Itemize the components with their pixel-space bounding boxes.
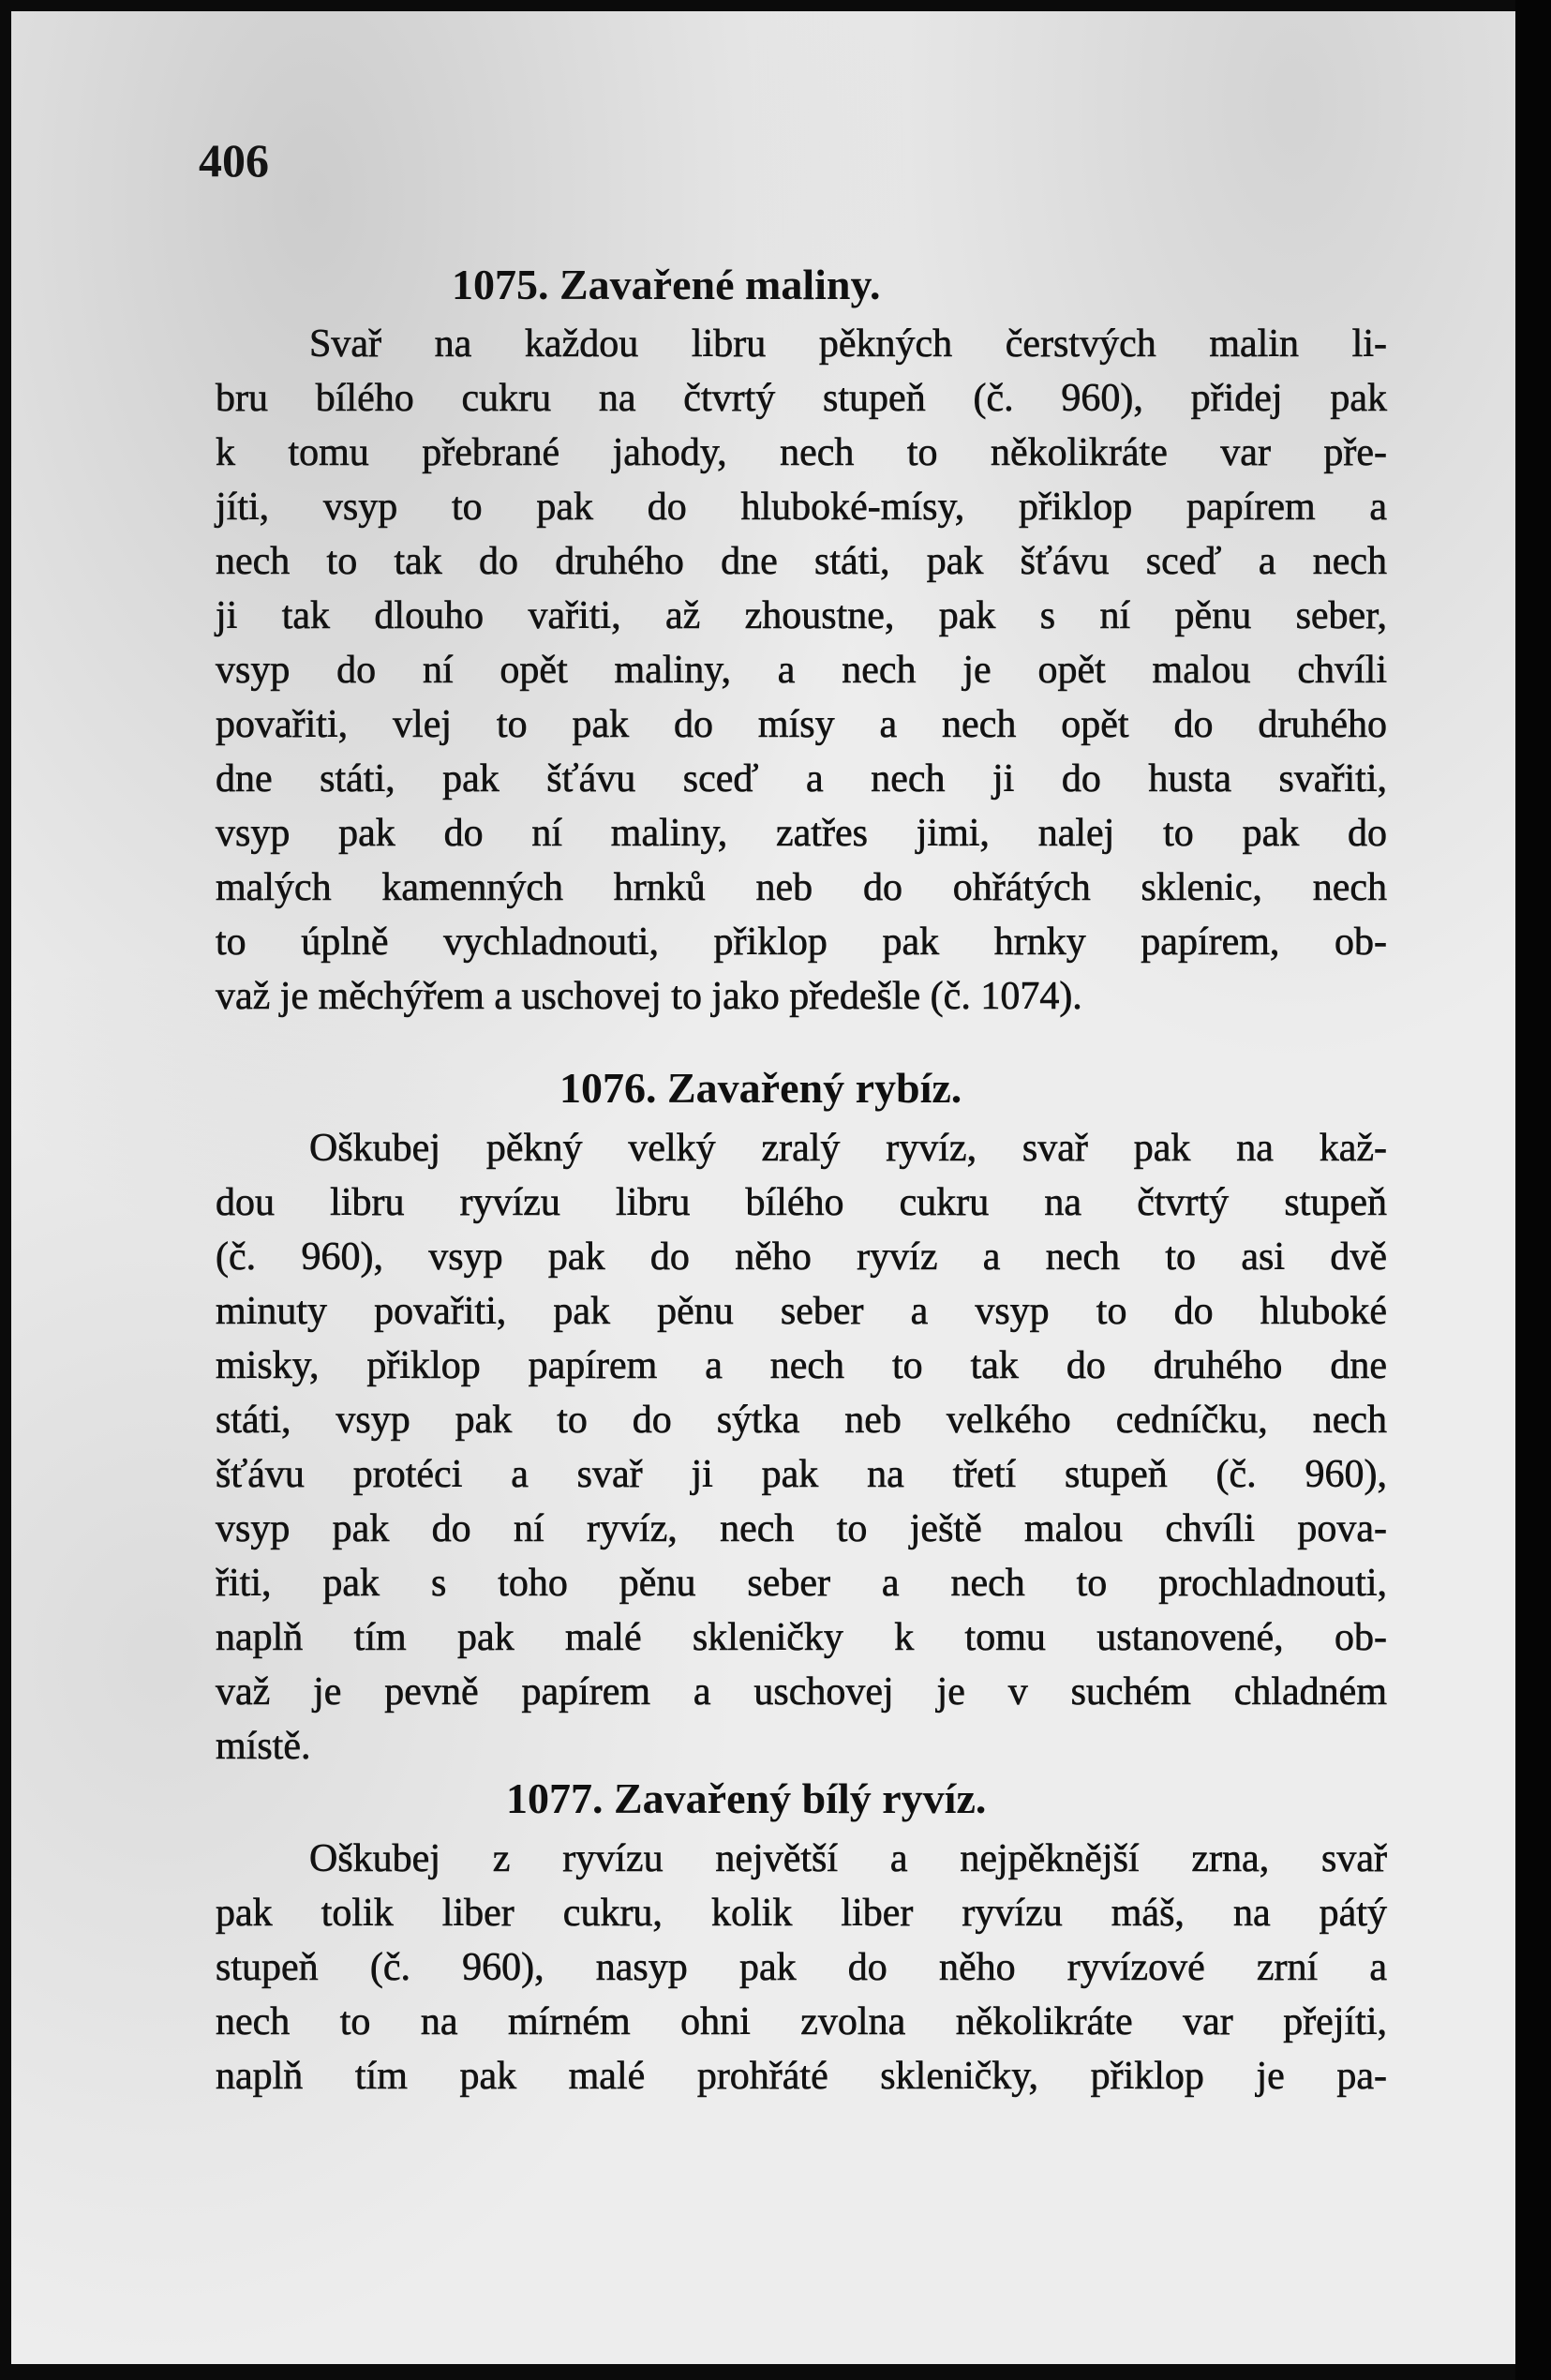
text-line: státi, vsyp pak to do sýtka neb velkého cedníčku, nech [216,1399,1387,1442]
text-line: Svař na každou libru pěkných čerstvých malin li- [309,322,1387,366]
text-line: Oškubej pěkný velký zralý ryvíz, svař pak na kaž- [309,1127,1387,1170]
text-line: stupeň (č. 960), nasyp pak do něho ryvízové zrní a [216,1946,1387,1989]
text-line: bru bílého cukru na čtvrtý stupeň (č. 960), přidej pak [216,377,1387,420]
text-line: pak tolik liber cukru, kolik liber ryvízu máš, na pátý [216,1892,1387,1935]
text-line: místě. [216,1725,311,1768]
text-line: Oškubej z ryvízu největší a nejpěknější zrna, svař [309,1837,1387,1880]
text-line: řiti, pak s toho pěnu seber a nech to prochladnouti, [216,1562,1387,1605]
text-line: ji tak dlouho vařiti, až zhoustne, pak s ní pěnu seber, [216,594,1387,637]
text-line: vsyp do ní opět maliny, a nech je opět malou chvíli [216,649,1387,692]
text-line: nech to tak do druhého dne státi, pak šťávu sceď a nech [216,540,1387,583]
section-heading-1077: 1077. Zavařený bílý ryvíz. [506,1774,987,1822]
text-line: malých kamenných hrnků neb do ohřátých sklenic, nech [216,866,1387,909]
text-line: to úplně vychladnouti, přiklop pak hrnky papírem, ob- [216,921,1387,964]
text-line: vsyp pak do ní ryvíz, nech to ještě malou chvíli pova- [216,1507,1387,1550]
text-line: k tomu přebrané jahody, nech to několikráte var pře- [216,431,1387,474]
text-line: (č. 960), vsyp pak do něho ryvíz a nech to asi dvě [216,1235,1387,1279]
page-edge-shadow [1515,0,1551,2380]
text-line: važ je pevně papírem a uschovej je v suchém chladném [216,1670,1387,1714]
text-line: vsyp pak do ní maliny, zatřes jimi, nalej to pak do [216,812,1387,855]
text-line: naplň tím pak malé prohřáté skleničky, přiklop je pa- [216,2055,1387,2098]
text-line: važ je měchýřem a uschovej to jako předešle (č. 1074). [216,975,1082,1018]
text-line: povařiti, vlej to pak do mísy a nech opět do druhého [216,703,1387,746]
section-heading-1075: 1075. Zavařené maliny. [452,261,881,308]
text-line: misky, přiklop papírem a nech to tak do druhého dne [216,1344,1387,1387]
text-line: dne státi, pak šťávu sceď a nech ji do husta svařiti, [216,757,1387,801]
book-page [11,11,1520,2364]
text-line: dou libru ryvízu libru bílého cukru na čtvrtý stupeň [216,1181,1387,1224]
text-line: šťávu protéci a svař ji pak na třetí stupeň (č. 960), [216,1453,1387,1496]
text-line: nech to na mírném ohni zvolna několikráte var přejíti, [216,2000,1387,2043]
text-line: minuty povařiti, pak pěnu seber a vsyp to do hluboké [216,1290,1387,1333]
section-heading-1076: 1076. Zavařený rybíz. [559,1064,962,1112]
page-number: 406 [199,134,269,187]
text-line: jíti, vsyp to pak do hluboké-mísy, přiklop papírem a [216,486,1387,529]
text-line: naplň tím pak malé skleničky k tomu ustanovené, ob- [216,1616,1387,1659]
